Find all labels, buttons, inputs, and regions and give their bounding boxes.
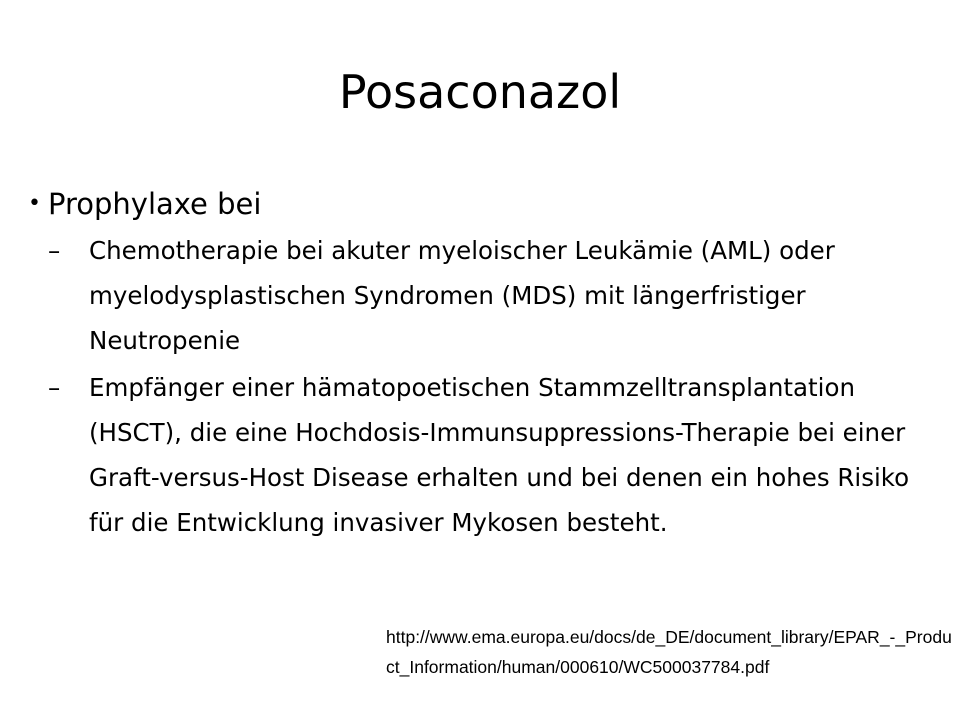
slide-title: Posaconazol [338, 65, 622, 119]
sub-bullet-item [28, 228, 938, 363]
dash-icon: – [48, 373, 61, 402]
source-link[interactable]: http://www.ema.europa.eu/docs/de_DE/document_library/EPAR_-_Product_Information/human/000610/WC500037784.pdf [386, 627, 952, 677]
dash-icon: – [48, 236, 61, 265]
bullet-item-text: Prophylaxe bei [48, 187, 262, 221]
sub-bullet-text: Chemotherapie bei akuter myeloischer Leukämie (AML) oder myelodysplastischen Syndromen (MDS) mit längerfristiger Neutropenie [89, 236, 835, 355]
bullet-list [28, 182, 938, 545]
sub-bullet-item [28, 365, 938, 545]
bullet-item [28, 182, 938, 226]
sub-bullet-text: Empfänger einer hämatopoetischen Stammzelltransplantation (HSCT), die eine Hochdosis-Immunsuppressions-Therapie bei einer Graft-versus-Host Disease erhalten und bei denen ein hohes Risiko für die Entwicklung invasiver Mykosen besteht. [89, 373, 910, 537]
bullet-icon: • [28, 191, 41, 216]
